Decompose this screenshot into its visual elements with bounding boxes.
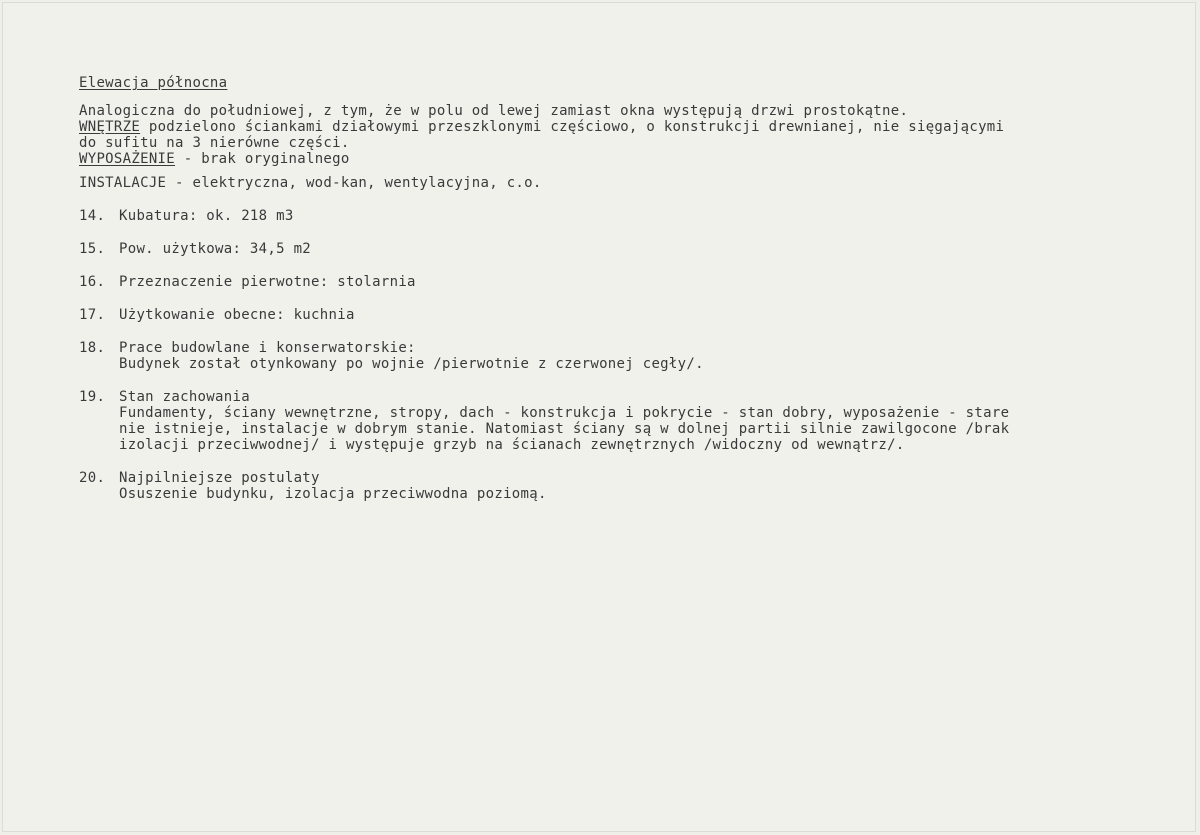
item-14	[79, 208, 1179, 224]
item-number: 20.	[79, 470, 106, 486]
item-line: izolacji przeciwwodnej/ i występuje grzyb na ścianach zewnętrznych /widoczny od wewnątrz/.	[119, 437, 905, 453]
item-line: Fundamenty, ściany wewnętrzne, stropy, dach - konstrukcja i pokrycie - stan dobry, wyposażenie - stare	[119, 405, 1010, 421]
item-line: Przeznaczenie pierwotne: stolarnia	[119, 274, 416, 290]
equipment-text: - brak oryginalnego	[175, 151, 350, 167]
item-number: 14.	[79, 208, 106, 224]
document-card	[2, 2, 1196, 832]
installations-line: INSTALACJE - elektryczna, wod-kan, wentylacyjna, c.o.	[79, 175, 542, 191]
elevation-description: Analogiczna do południowej, z tym, że w polu od lewej zamiast okna występują drzwi prostokątne.	[79, 103, 909, 119]
item-number: 18.	[79, 340, 106, 356]
item-16	[79, 274, 1179, 290]
interior-line	[79, 119, 1179, 135]
item-number: 19.	[79, 389, 106, 405]
item-line: Pow. użytkowa: 34,5 m2	[119, 241, 312, 257]
item-line: Stan zachowania	[119, 389, 250, 405]
item-number: 16.	[79, 274, 106, 290]
equipment-label: WYPOSAŻENIE	[79, 151, 176, 167]
item-line: nie istnieje, instalacje w dobrym stanie. Natomiast ściany są w dolnej partii silnie zawilgocone /brak	[119, 421, 1010, 437]
item-20	[79, 470, 1179, 502]
item-line: Budynek został otynkowany po wojnie /pierwotnie z czerwonej cegły/.	[119, 356, 704, 372]
item-19	[79, 389, 1179, 453]
item-line: Kubatura: ok. 218 m3	[119, 208, 294, 224]
interior-text-1: podzielono ściankami działowymi przeszklonymi częściowo, o konstrukcji drewnianej, nie sięgającymi	[140, 119, 1005, 135]
item-number: 15.	[79, 241, 106, 257]
interior-text-2: do sufitu na 3 nierówne części.	[79, 135, 350, 151]
equipment-line	[79, 151, 1179, 167]
item-18	[79, 340, 1179, 372]
item-number: 17.	[79, 307, 106, 323]
section-heading: Elewacja północna	[79, 75, 228, 91]
item-15	[79, 241, 1179, 257]
interior-label: WNĘTRZE	[79, 119, 141, 135]
item-line: Najpilniejsze postulaty	[119, 470, 320, 486]
item-line: Osuszenie budynku, izolacja przeciwwodna poziomą.	[119, 486, 547, 502]
item-17	[79, 307, 1179, 323]
item-line: Prace budowlane i konserwatorskie:	[119, 340, 416, 356]
item-line: Użytkowanie obecne: kuchnia	[119, 307, 355, 323]
document-text	[79, 75, 1179, 502]
